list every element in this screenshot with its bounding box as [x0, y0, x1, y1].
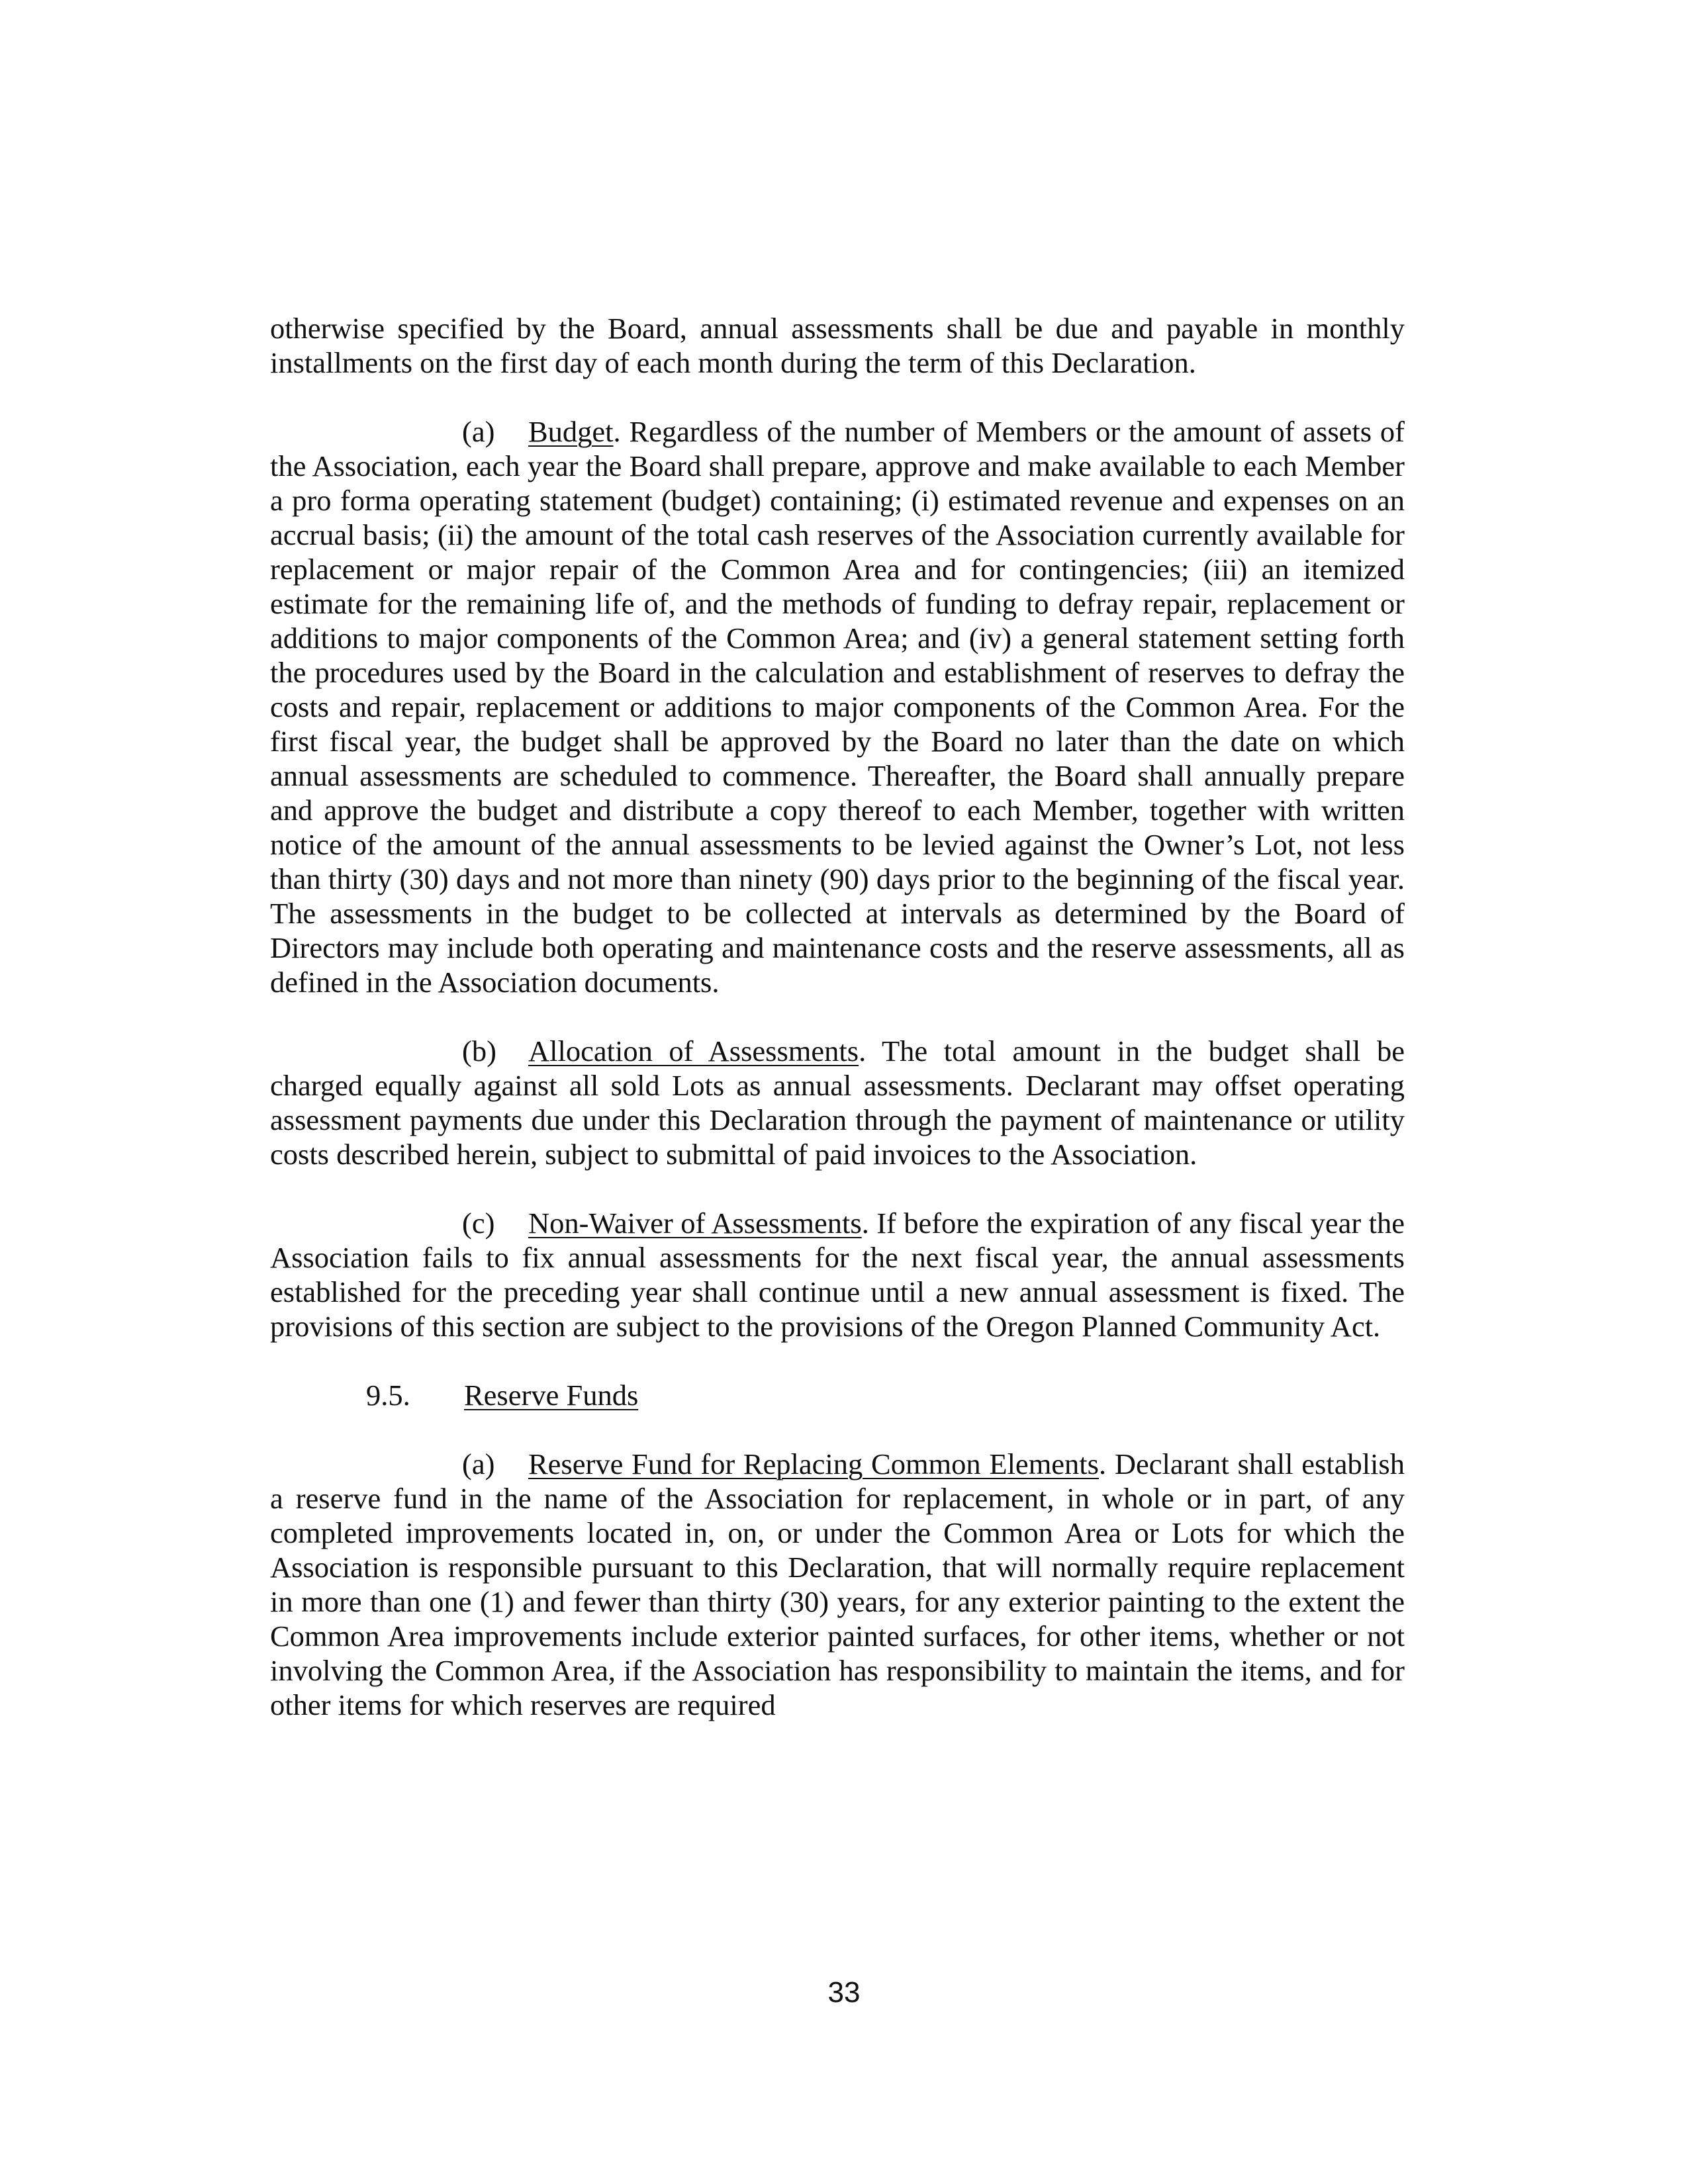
allocation-label: (b) [462, 1034, 496, 1068]
reserve-title: Reserve Fund for Replacing Common Elements [528, 1447, 1099, 1480]
page-number: 33 [827, 1976, 861, 2009]
budget-text: . Regardless of the number of Members or the amount of assets of the Association, each year the Board shall prepare, approve and make available to each Member a pro forma operating statement (budget) containing; (i) estimated revenue and expenses on an accrual basis; (ii) the amount of the total cash reserves of the Association currently available for replacement or major repair of the Common Area and for contingencies; (iii) an itemized estimate for the remaining life of, and the methods of funding to defray repair, replacement or additions to major components of the Common Area; and (iv) a general statement setting forth the procedures used by the Board in the calculation and establishment of reserves to defray the costs and repair, replacement or additions to major components of the Common Area. For the first fiscal year, the budget shall be approved by the Board no later than the date on which annual assessments are scheduled to commence. Thereafter, the Board shall annually prepare and approve the budget and distribute a copy thereof to each Member, together with written notice of the amount of the annual assessments to be levied against the Owner’s Lot, not less than thirty (30) days and not more than ninety (90) days prior to the beginning of the fiscal year. The assessments in the budget to be collected at intervals as determined by the Board of Directors may include both operating and maintenance costs and the reserve assessments, all as defined in the Association documents. [270, 415, 1405, 999]
spacer [270, 1412, 1405, 1447]
allocation-title: Allocation of Assessments [528, 1034, 859, 1068]
budget-title: Budget [528, 415, 614, 448]
spacer [270, 1171, 1405, 1206]
reserve-label: (a) [462, 1447, 495, 1480]
allocation-text: . The total amount in the budget shall be charged equally against all sold Lots as annual assessments. Declarant may offset operating assessment payments due under this Declaration through the payment of maintenance or utility costs described herein, subject to submittal of paid invoices to the Association. [270, 1034, 1405, 1171]
intro-paragraph: otherwise specified by the Board, annual assessments shall be due and payable in monthly installments on the first day of each month during the term of this Declaration. [270, 312, 1405, 379]
allocation-paragraph [270, 1034, 1405, 1171]
section-number: 9.5. [366, 1379, 410, 1412]
section-heading [270, 1378, 1405, 1412]
budget-label: (a) [462, 415, 495, 448]
reserve-paragraph [270, 1447, 1405, 1722]
document-page [270, 311, 1405, 1722]
budget-paragraph [270, 414, 1405, 999]
section-title: Reserve Funds [464, 1379, 639, 1412]
reserve-text: . Declarant shall establish a reserve fund in the name of the Association for replacement, in whole or in part, of any completed improvements located in, on, or under the Common Area or Lots for which the Association is responsible pursuant to this Declaration, that will normally require replacement in more than one (1) and fewer than thirty (30) years, for any exterior painting to the extent the Common Area improvements include exterior painted surfaces, for other items, whether or not involving the Common Area, if the Association has responsibility to maintain the items, and for other items for which reserves are required [270, 1447, 1405, 1721]
nonwaiver-text: . If before the expiration of any fiscal year the Association fails to fix annual assessments for the next fiscal year, the annual assessments established for the preceding year shall continue until a new annual assessment is fixed. The provisions of this section are subject to the provisions of the Oregon Planned Community Act. [270, 1206, 1405, 1343]
nonwaiver-paragraph [270, 1206, 1405, 1343]
spacer [270, 999, 1405, 1034]
spacer [270, 1343, 1405, 1378]
nonwaiver-title: Non-Waiver of Assessments [528, 1206, 862, 1240]
spacer [270, 380, 1405, 414]
nonwaiver-label: (c) [462, 1206, 495, 1240]
